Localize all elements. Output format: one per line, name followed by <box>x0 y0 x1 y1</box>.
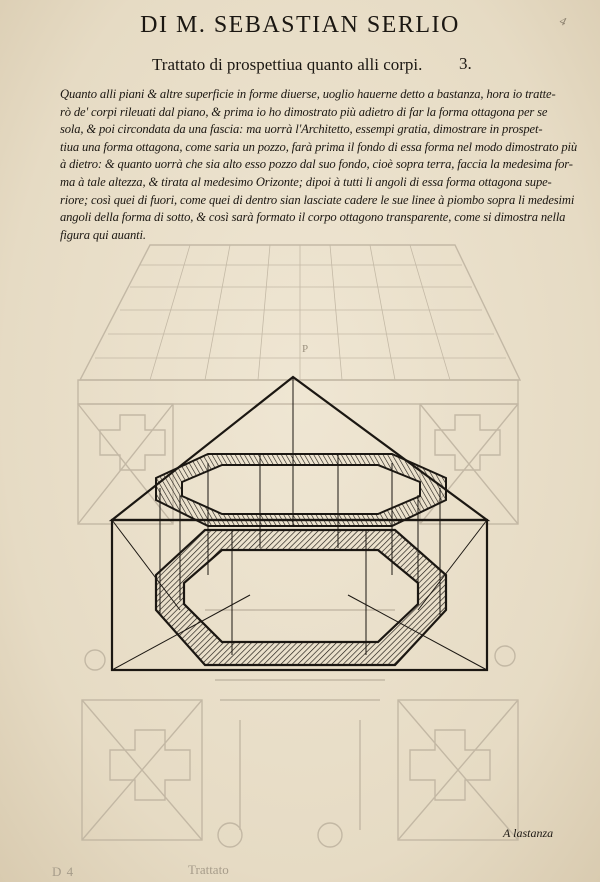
text-line: riore; così quei di fuori, come quei di dentro sian lasciate cadere le sue linee à piombo sopra li medesimi <box>60 192 575 207</box>
margin-note: A lastanza <box>503 826 554 840</box>
body-paragraph <box>60 86 588 244</box>
octagon-well-woodcut <box>0 230 600 850</box>
bleed-through-catchword: Trattato <box>188 862 229 877</box>
text-line: rò de' corpi rileuati dal piano, & prima io ho dimostrato più adietro di far la forma ottagona per se <box>60 104 548 119</box>
bleed-through-signature: D 4 <box>52 864 75 879</box>
text-line: sola, & poi circondata da una fascia: ma uorrà l'Architetto, essempi gratia, dimostrare in prospet- <box>60 122 543 137</box>
running-head: DI M. SEBASTIAN SERLIO <box>140 12 460 38</box>
text-line: à dietro: & quanto uorrà che sia alto esso pozzo dal suo fondo, cioè sopra terra, faccia la medesima for- <box>60 157 573 172</box>
text-line: ma à tale altezza, & tirata al medesimo Orizonte; dipoi à tutti li angoli di essa forma ottagona supe- <box>60 174 552 189</box>
upper-octagon-ring <box>156 454 446 526</box>
section-title: Trattato di prospettiua quanto alli corpi. <box>152 55 423 74</box>
lower-octagon-ring <box>156 530 446 665</box>
point-label: P <box>302 343 309 355</box>
page-number: 3. <box>459 54 472 73</box>
text-line: Quanto alli piani & altre superficie in forme diuerse, uoglio hauerne detto a bastanza, hora io tratte- <box>60 87 556 101</box>
folio-note: 4 <box>557 13 569 29</box>
text-line: figura qui auanti. <box>60 227 146 242</box>
text-line: tiua una forma ottagona, come saria un pozzo, farà prima il fondo di essa forma nel modo dimostrato più <box>60 139 578 154</box>
text-line: angoli della forma di sotto, & così sarà formato il corpo ottagono transparente, come si dimostra nella <box>60 210 566 225</box>
